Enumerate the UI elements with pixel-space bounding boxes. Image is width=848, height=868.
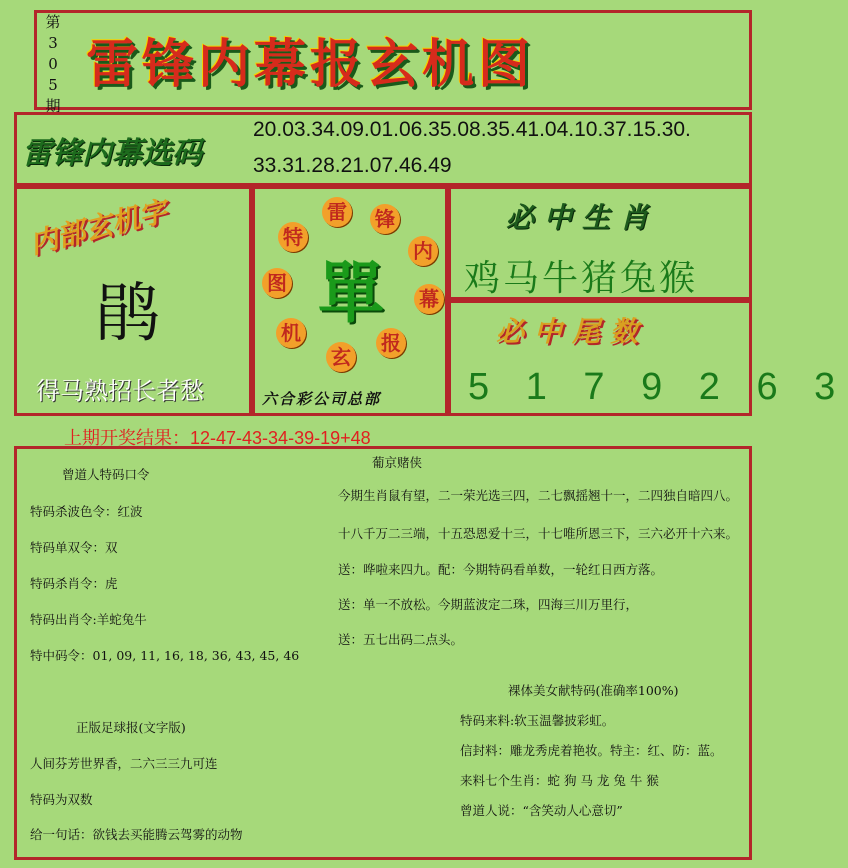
football-line: 人间芬芳世界香，二六三三九可连 bbox=[30, 756, 218, 771]
right-line: 今期生肖鼠有望，二一荣光选三四，二七飘摇翘十一，二四独自暗四八。 bbox=[338, 488, 739, 503]
center-big-char: 單 bbox=[318, 254, 384, 332]
beauty-line: 特码来料:软玉温馨披彩虹。 bbox=[460, 713, 615, 728]
code-row-line2: 33.31.28.21.07.46.49 bbox=[253, 154, 452, 177]
last-result-value: 12-47-43-34-39-19+48 bbox=[190, 428, 371, 448]
issue-number: 第 3 0 5 期 bbox=[45, 13, 61, 115]
left-panel-big-char: 鹃 bbox=[96, 277, 160, 351]
code-row-label: 雷锋内幕选码 bbox=[22, 136, 202, 171]
ring-char: 内 bbox=[408, 236, 438, 266]
code-row-line1: 20.03.34.09.01.06.35.08.35.41.04.10.37.15.30. bbox=[253, 118, 691, 141]
football-line: 给一句话：欲钱去买能腾云驾雾的动物 bbox=[30, 827, 243, 842]
left-line: 特码单双令：双 bbox=[30, 540, 118, 555]
football-line: 特码为双数 bbox=[30, 792, 93, 807]
page-title: 雷锋内幕报玄机图 bbox=[86, 34, 535, 95]
tail-heading: 必中尾数 bbox=[496, 315, 649, 348]
ring-char: 机 bbox=[276, 318, 306, 348]
ring-char: 锋 bbox=[370, 204, 400, 234]
left-line: 特中码令：01, 09, 11, 16, 18, 36, 43, 45, 46 bbox=[30, 648, 300, 663]
ring-char: 幕 bbox=[414, 284, 444, 314]
left-line: 特码杀肖令：虎 bbox=[30, 576, 118, 591]
tail-list: 5 1 7 9 2 6 3 bbox=[468, 366, 848, 408]
ring-char: 报 bbox=[376, 328, 406, 358]
right-line: 送：哗啦来四九。配：今期特码看单数，一轮红日西方落。 bbox=[338, 562, 664, 577]
left-title: 曾道人特码口令 bbox=[62, 467, 150, 482]
football-title: 正版足球报(文字版) bbox=[76, 720, 186, 735]
right-line: 送：单一不放松。今期蓝波定二珠，四海三川万里行， bbox=[338, 597, 639, 612]
beauty-line: 信封料：雕龙秀虎着艳妆。特主：红、防：蓝。 bbox=[460, 743, 723, 758]
left-panel-heading: 内部玄机字 bbox=[26, 194, 171, 261]
center-footer: 六合彩公司总部 bbox=[262, 390, 382, 408]
last-result-label: 上期开奖结果： bbox=[64, 428, 190, 449]
zodiac-list: 鸡马牛猪兔猴 bbox=[464, 258, 699, 299]
left-line: 特码杀波色令：红波 bbox=[30, 504, 143, 519]
right-title: 葡京赌侠 bbox=[372, 455, 423, 470]
ring-char: 雷 bbox=[322, 197, 352, 227]
right-line: 送：五七出码二点头。 bbox=[338, 632, 464, 647]
ring-char: 图 bbox=[262, 268, 292, 298]
right-line: 十八千万二三端，十五恐恩爱十三，十七唯所恩三下，三六必开十六来。 bbox=[338, 526, 739, 541]
left-panel-poem: 得马熟招长者愁 bbox=[36, 377, 204, 405]
beauty-line: 来料七个生肖：蛇 狗 马 龙 兔 牛 猴 bbox=[460, 773, 659, 788]
beauty-title: 裸体美女献特码(准确率100%) bbox=[508, 683, 679, 698]
left-line: 特码出肖令:羊蛇兔牛 bbox=[30, 612, 147, 627]
zodiac-heading: 必中生肖 bbox=[506, 201, 659, 234]
ring-char: 玄 bbox=[326, 342, 356, 372]
beauty-line: 曾道人说：“含笑动人心意切” bbox=[460, 803, 623, 818]
ring-char: 特 bbox=[278, 222, 308, 252]
